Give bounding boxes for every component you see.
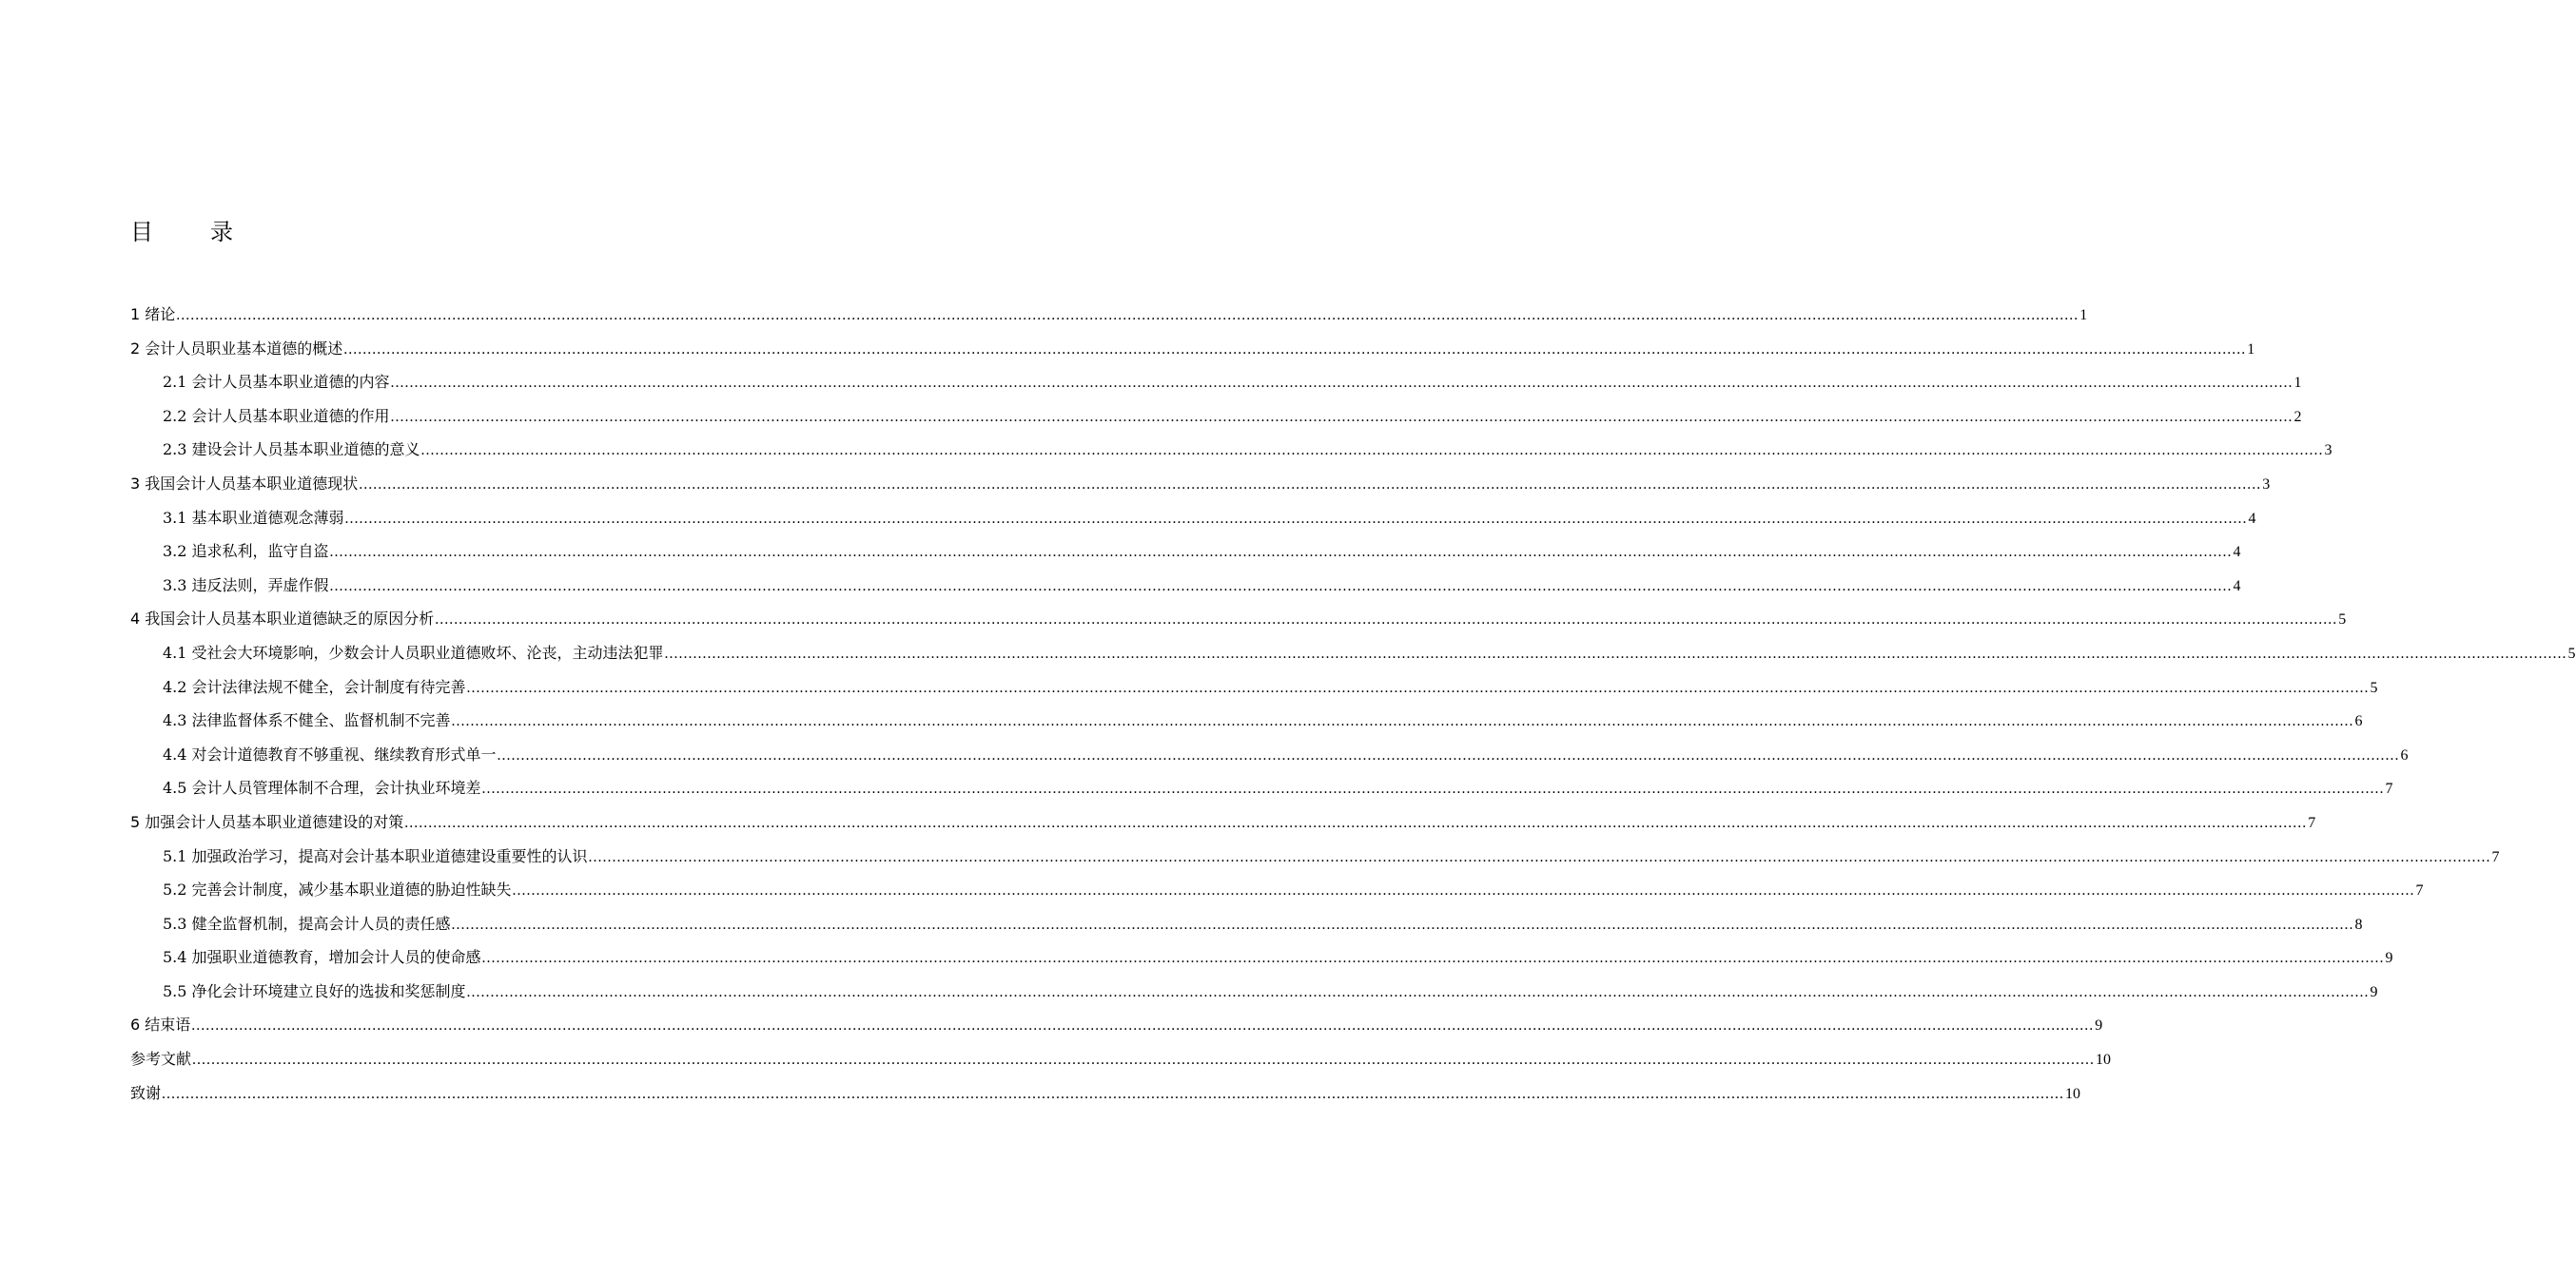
toc-entry-label: 4.1 受社会大环境影响，少数会计人员职业道德败坏、沦丧，主动违法犯罪 xyxy=(163,643,664,662)
toc-entry[interactable] xyxy=(130,1076,2081,1111)
toc-entry-page-number: 5 xyxy=(2567,645,2576,662)
toc-entry-page-number: 7 xyxy=(2491,848,2500,865)
toc-entry[interactable] xyxy=(130,975,2378,1009)
dot-leader: ................................................................................................................................................................................................................................................................................................................................................................................................................ xyxy=(588,848,2491,865)
toc-entry-label: 2.2 会计人员基本职业道德的作用 xyxy=(163,406,390,425)
toc-entry[interactable] xyxy=(130,534,2241,569)
toc-entry-label: 4.5 会计人员管理体制不合理，会计执业环境差 xyxy=(163,779,481,798)
toc-entry-label: 致谢 xyxy=(130,1083,162,1102)
dot-leader: ................................................................................................................................................................................................................................................................................................................................................................................................................ xyxy=(343,340,2247,358)
toc-entry-page-number: 10 xyxy=(2096,1052,2112,1069)
toc-entry[interactable] xyxy=(130,873,2424,907)
toc-entry-label: 2.3 建设会计人员基本职业道德的意义 xyxy=(163,440,420,459)
toc-entry[interactable] xyxy=(130,940,2393,975)
dot-leader: ................................................................................................................................................................................................................................................................................................................................................................................................................ xyxy=(162,1085,2065,1102)
toc-entry-label: 参考文献 xyxy=(130,1050,192,1069)
toc-entry-page-number: 3 xyxy=(2262,475,2271,493)
dot-leader: ................................................................................................................................................................................................................................................................................................................................................................................................................ xyxy=(176,307,2079,323)
toc-entry-page-number: 1 xyxy=(2293,375,2302,392)
toc-entry-page-number: 6 xyxy=(2354,713,2363,730)
toc-entry-page-number: 7 xyxy=(2385,781,2393,798)
toc-entry[interactable] xyxy=(130,569,2241,603)
toc-entry[interactable] xyxy=(130,907,2363,941)
toc-entry-page-number: 1 xyxy=(2247,340,2255,358)
toc-entry-label: 1 绪论 xyxy=(130,305,176,323)
table-of-contents xyxy=(130,298,2576,1110)
toc-entry[interactable] xyxy=(130,704,2363,738)
toc-entry-label: 5.3 健全监督机制，提高会计人员的责任感 xyxy=(163,914,451,933)
toc-entry-page-number: 2 xyxy=(2293,408,2302,425)
toc-entry-label: 4 我国会计人员基本职业道德缺乏的原因分析 xyxy=(130,610,435,629)
dot-leader: ................................................................................................................................................................................................................................................................................................................................................................................................................ xyxy=(192,1052,2096,1069)
toc-entry-label: 5.1 加强政治学习，提高对会计基本职业道德建设重要性的认识 xyxy=(163,846,588,865)
toc-entry-label: 3 我国会计人员基本职业道德现状 xyxy=(130,474,359,493)
toc-entry[interactable] xyxy=(130,399,2302,434)
toc-title: 目 录 xyxy=(130,219,250,245)
dot-leader: ................................................................................................................................................................................................................................................................................................................................................................................................................ xyxy=(359,475,2262,493)
toc-entry-label: 5.2 完善会计制度，减少基本职业道德的胁迫性缺失 xyxy=(163,881,512,900)
dot-leader: ................................................................................................................................................................................................................................................................................................................................................................................................................ xyxy=(451,713,2354,730)
toc-entry-page-number: 7 xyxy=(2308,814,2316,831)
toc-entry-label: 5 加强会计人员基本职业道德建设的对策 xyxy=(130,812,404,831)
toc-entry-label: 4.3 法律监督体系不健全、监督机制不完善 xyxy=(163,711,451,730)
dot-leader: ................................................................................................................................................................................................................................................................................................................................................................................................................ xyxy=(512,882,2415,900)
dot-leader: ................................................................................................................................................................................................................................................................................................................................................................................................................ xyxy=(390,375,2293,392)
toc-entry-page-number: 5 xyxy=(2370,679,2378,696)
toc-entry[interactable] xyxy=(130,602,2347,636)
toc-entry[interactable] xyxy=(130,1042,2112,1076)
toc-entry-label: 4.2 会计法律法规不健全，会计制度有待完善 xyxy=(163,677,466,696)
dot-leader: ................................................................................................................................................................................................................................................................................................................................................................................................................ xyxy=(344,510,2248,527)
toc-entry-label: 4.4 对会计道德教育不够重视、继续教育形式单一 xyxy=(163,745,497,764)
toc-entry-page-number: 4 xyxy=(2248,510,2256,527)
dot-leader: ................................................................................................................................................................................................................................................................................................................................................................................................................ xyxy=(497,746,2400,764)
dot-leader: ................................................................................................................................................................................................................................................................................................................................................................................................................ xyxy=(451,916,2354,933)
toc-entry-page-number: 8 xyxy=(2354,916,2363,933)
dot-leader: ................................................................................................................................................................................................................................................................................................................................................................................................................ xyxy=(664,645,2567,662)
toc-entry-label: 3.3 违反法则，弄虚作假 xyxy=(163,575,329,594)
dot-leader: ................................................................................................................................................................................................................................................................................................................................................................................................................ xyxy=(390,408,2293,425)
toc-entry-page-number: 3 xyxy=(2324,442,2332,459)
toc-entry-page-number: 9 xyxy=(2095,1017,2103,1035)
dot-leader: ................................................................................................................................................................................................................................................................................................................................................................................................................ xyxy=(329,577,2233,594)
toc-entry[interactable] xyxy=(130,365,2302,399)
dot-leader: ................................................................................................................................................................................................................................................................................................................................................................................................................ xyxy=(404,814,2308,831)
toc-entry-page-number: 1 xyxy=(2079,307,2088,323)
dot-leader: ................................................................................................................................................................................................................................................................................................................................................................................................................ xyxy=(420,442,2324,459)
toc-entry[interactable] xyxy=(130,840,2500,874)
toc-entry-label: 3.1 基本职业道德观念薄弱 xyxy=(163,508,344,527)
dot-leader: ................................................................................................................................................................................................................................................................................................................................................................................................................ xyxy=(466,983,2370,1000)
toc-entry[interactable] xyxy=(130,1008,2103,1042)
dot-leader: ................................................................................................................................................................................................................................................................................................................................................................................................................ xyxy=(191,1017,2095,1035)
toc-entry-label: 5.4 加强职业道德教育，增加会计人员的使命感 xyxy=(163,948,481,967)
dot-leader: ................................................................................................................................................................................................................................................................................................................................................................................................................ xyxy=(481,950,2385,967)
toc-entry-label: 2.1 会计人员基本职业道德的内容 xyxy=(163,373,390,392)
toc-entry[interactable] xyxy=(130,332,2255,366)
toc-entry-page-number: 7 xyxy=(2415,882,2424,900)
dot-leader: ................................................................................................................................................................................................................................................................................................................................................................................................................ xyxy=(329,544,2233,561)
dot-leader: ................................................................................................................................................................................................................................................................................................................................................................................................................ xyxy=(435,611,2338,629)
toc-entry-page-number: 10 xyxy=(2065,1085,2081,1102)
toc-entry-page-number: 4 xyxy=(2233,544,2241,561)
toc-entry[interactable] xyxy=(130,467,2271,501)
toc-entry[interactable] xyxy=(130,636,2576,670)
dot-leader: ................................................................................................................................................................................................................................................................................................................................................................................................................ xyxy=(481,781,2385,798)
toc-entry-label: 2 会计人员职业基本道德的概述 xyxy=(130,339,343,358)
dot-leader: ................................................................................................................................................................................................................................................................................................................................................................................................................ xyxy=(466,679,2370,696)
toc-entry[interactable] xyxy=(130,298,2088,332)
toc-entry[interactable] xyxy=(130,501,2256,535)
toc-entry-label: 3.2 追求私利，监守自盗 xyxy=(163,542,329,561)
toc-entry-label: 6 结束语 xyxy=(130,1016,191,1035)
toc-entry[interactable] xyxy=(130,805,2316,840)
toc-entry[interactable] xyxy=(130,771,2393,805)
toc-entry[interactable] xyxy=(130,433,2332,467)
toc-entry-page-number: 9 xyxy=(2370,983,2378,1000)
toc-entry[interactable] xyxy=(130,670,2378,705)
toc-entry-label: 5.5 净化会计环境建立良好的选拔和奖惩制度 xyxy=(163,981,466,1000)
toc-entry[interactable] xyxy=(130,738,2409,772)
toc-entry-page-number: 6 xyxy=(2400,746,2409,764)
toc-entry-page-number: 5 xyxy=(2338,611,2347,629)
toc-entry-page-number: 9 xyxy=(2385,950,2393,967)
toc-entry-page-number: 4 xyxy=(2233,577,2241,594)
